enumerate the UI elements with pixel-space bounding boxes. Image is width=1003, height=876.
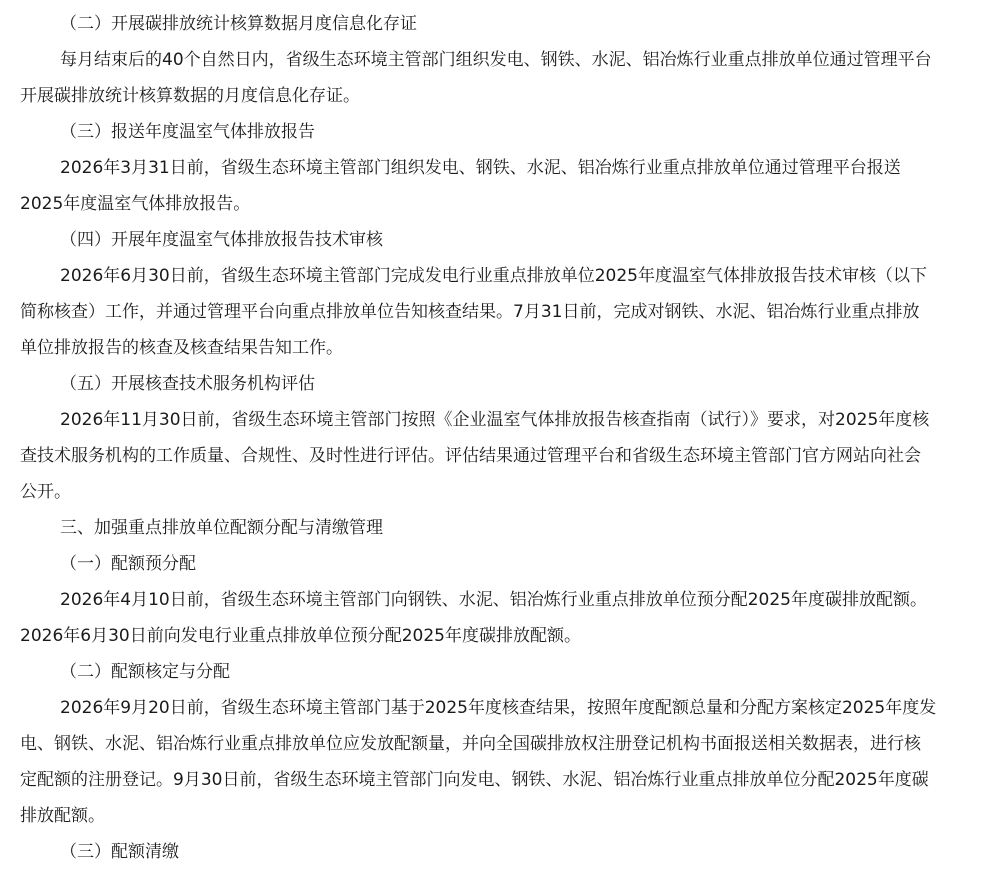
- paragraph-line: 每月结束后的40个自然日内，省级生态环境主管部门组织发电、钢铁、水泥、铝冶炼行业重点排放单位通过管理平台: [60, 50, 932, 70]
- section-3-heading: 三、加强重点排放单位配额分配与清缴管理: [60, 518, 383, 538]
- paragraph-line: 2025年度温室气体排放报告。: [20, 194, 251, 214]
- paragraph-line: 定配额的注册登记。9月30日前，省级生态环境主管部门向发电、钢铁、水泥、铝冶炼行业重点排放单位分配2025年度碳: [20, 770, 929, 790]
- paragraph-line: 开展碳排放统计核算数据的月度信息化存证。: [20, 86, 360, 106]
- heading-3-annual-report: （三）报送年度温室气体排放报告: [60, 122, 315, 142]
- paragraph-line: 简称核查）工作，并通过管理平台向重点排放单位告知核查结果。7月31日前，完成对钢铁、水泥、铝冶炼行业重点排放: [20, 302, 920, 322]
- paragraph-line: 排放配额。: [20, 806, 105, 826]
- paragraph-line: 2026年6月30日前，省级生态环境主管部门完成发电行业重点排放单位2025年度温室气体排放报告技术审核（以下: [60, 266, 927, 286]
- paragraph-line: 2026年11月30日前，省级生态环境主管部门按照《企业温室气体排放报告核查指南（试行）》要求，对2025年度核: [60, 410, 930, 430]
- paragraph-line: 查技术服务机构的工作质量、合规性、及时性进行评估。评估结果通过管理平台和省级生态环境主管部门官方网站向社会: [20, 446, 921, 466]
- heading-4-technical-review: （四）开展年度温室气体排放报告技术审核: [60, 230, 383, 250]
- heading-2-verification-allocation: （二）配额核定与分配: [60, 662, 230, 682]
- paragraph-line: 2026年6月30日前向发电行业重点排放单位预分配2025年度碳排放配额。: [20, 626, 581, 646]
- heading-3-quota-surrender: （三）配额清缴: [60, 842, 179, 862]
- paragraph-line: 2026年3月31日前，省级生态环境主管部门组织发电、钢铁、水泥、铝冶炼行业重点排放单位通过管理平台报送: [60, 158, 901, 178]
- heading-2-monthly-storage: （二）开展碳排放统计核算数据月度信息化存证: [60, 14, 417, 34]
- paragraph-line: 电、钢铁、水泥、铝冶炼行业重点排放单位应发放配额量，并向全国碳排放权注册登记机构书面报送相关数据表，进行核: [20, 734, 921, 754]
- paragraph-line: 单位排放报告的核查及核查结果告知工作。: [20, 338, 343, 358]
- paragraph-line: 公开。: [20, 482, 71, 502]
- paragraph-line: 2026年9月20日前，省级生态环境主管部门基于2025年度核查结果，按照年度配额总量和分配方案核定2025年度发: [60, 698, 937, 718]
- heading-1-pre-allocation: （一）配额预分配: [60, 554, 196, 574]
- paragraph-line: 2026年4月10日前，省级生态环境主管部门向钢铁、水泥、铝冶炼行业重点排放单位预分配2025年度碳排放配额。: [60, 590, 927, 610]
- heading-5-agency-evaluation: （五）开展核查技术服务机构评估: [60, 374, 315, 394]
